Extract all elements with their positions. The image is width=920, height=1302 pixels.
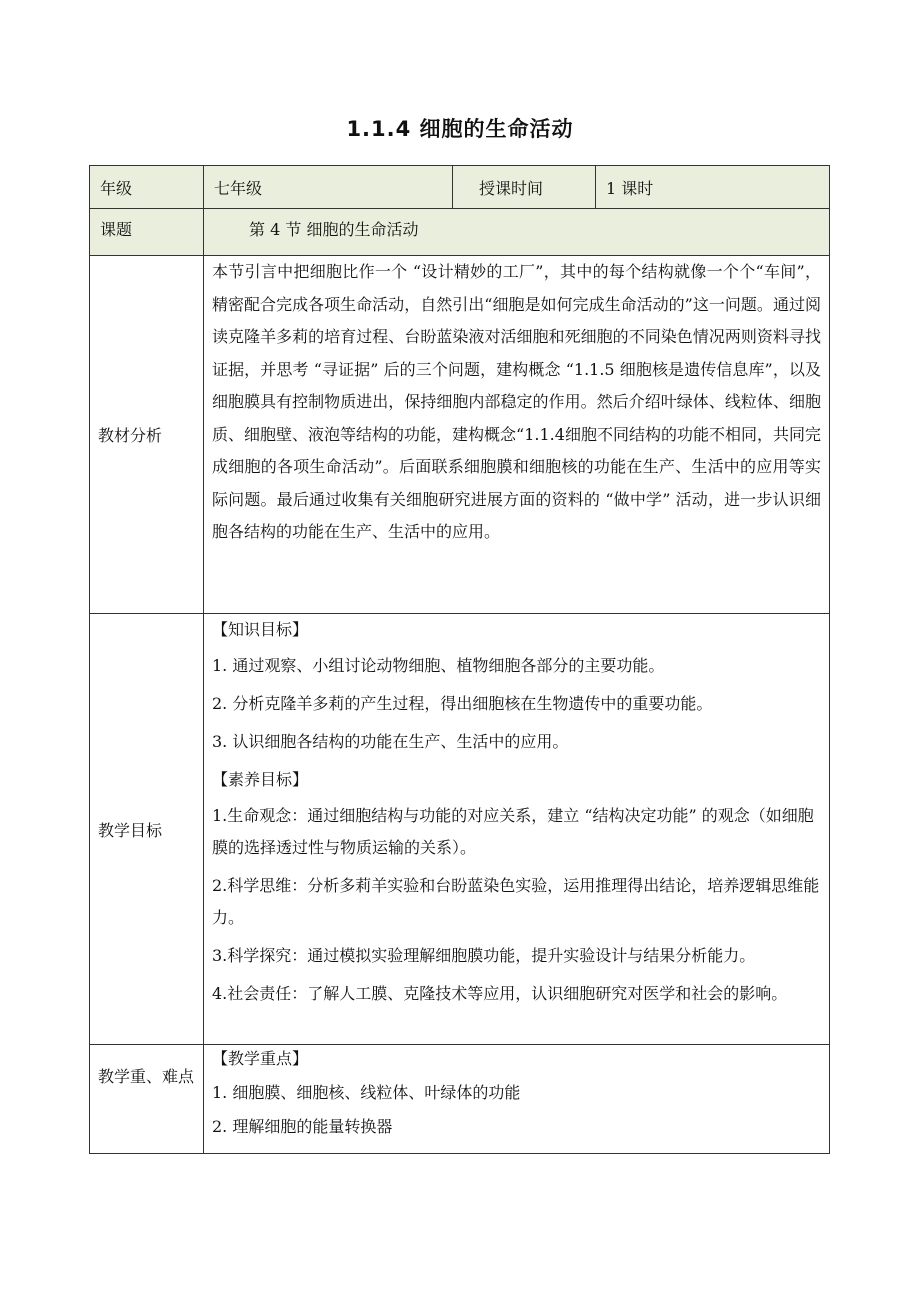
literacy-heading: 【素养目标】	[212, 770, 309, 789]
key-point-item: 1. 细胞膜、细胞核、线粒体、叶绿体的功能	[212, 1083, 521, 1102]
literacy-item: 3.科学探究：通过模拟实验理解细胞膜功能，提升实验设计与结果分析能力。	[212, 946, 756, 965]
topic-label: 课题	[100, 220, 133, 239]
analysis-text: 本节引言中把细胞比作一个 “设计精妙的工厂”，其中的每个结构就像一个个“车间”，精密配合完成各项生命活动，自然引出“细胞是如何完成生命活动的”这一问题。通过阅读克隆羊多莉的培育过程、台盼蓝染液对活细胞和死细胞的不同染色情况两则资料寻找证据，并思考 “寻证据” 后的三个问题，建构概念 “1.1.5 细胞核是遗传信息库”，以及细胞膜具有控制物质进出，保持细胞内部稳定的作用。然后介绍叶绿体、线粒体、细胞质、细胞壁、液泡等结构的功能，建构概念“1.1.4细胞不同结构的功能不相同，共同完成细胞的各项生命活动”。后面联系细胞膜和细胞核的功能在生产、生活中的应用等实际问题。最后通过收集有关细胞研究进展方面的资料的 “做中学” 活动，进一步认识细胞各结构的功能在生产、生活中的应用。	[212, 262, 821, 541]
page-title: 1.1.4 细胞的生命活动	[346, 117, 574, 141]
knowledge-item: 2. 分析克隆羊多莉的产生过程，得出细胞核在生物遗传中的重要功能。	[212, 694, 713, 713]
literacy-item: 2.科学思维：分析多莉羊实验和台盼蓝染色实验，运用推理得出结论，培养逻辑思维能力。	[212, 876, 820, 927]
lesson-plan-table	[89, 165, 830, 1154]
knowledge-item: 3. 认识细胞各结构的功能在生产、生活中的应用。	[212, 732, 569, 751]
key-points-content	[204, 1045, 829, 1141]
knowledge-heading: 【知识目标】	[212, 620, 309, 639]
goals-content	[204, 614, 829, 1010]
class-time-label: 授课时间	[479, 179, 544, 198]
grade-value: 七年级	[214, 179, 263, 198]
topic-row	[90, 209, 830, 256]
analysis-label: 教材分析	[98, 426, 163, 445]
key-points-row	[90, 1045, 830, 1154]
analysis-row	[90, 256, 830, 614]
grade-label: 年级	[100, 179, 133, 198]
key-points-label: 教学重、难点	[98, 1067, 195, 1086]
grade-row	[90, 166, 830, 209]
knowledge-item: 1. 通过观察、小组讨论动物细胞、植物细胞各部分的主要功能。	[212, 656, 665, 675]
literacy-item: 4.社会责任：了解人工膜、克隆技术等应用，认识细胞研究对医学和社会的影响。	[212, 984, 788, 1003]
key-point-item: 2. 理解细胞的能量转换器	[212, 1117, 393, 1136]
goals-label: 教学目标	[98, 820, 163, 840]
topic-value: 第 4 节 细胞的生命活动	[249, 220, 419, 239]
literacy-item: 1.生命观念：通过细胞结构与功能的对应关系，建立 “结构决定功能” 的观念（如细胞膜的选择透过性与物质运输的关系）。	[212, 806, 814, 857]
class-time-value: 1 课时	[606, 179, 654, 198]
goals-row	[90, 614, 830, 1045]
key-points-heading: 【教学重点】	[212, 1049, 309, 1068]
